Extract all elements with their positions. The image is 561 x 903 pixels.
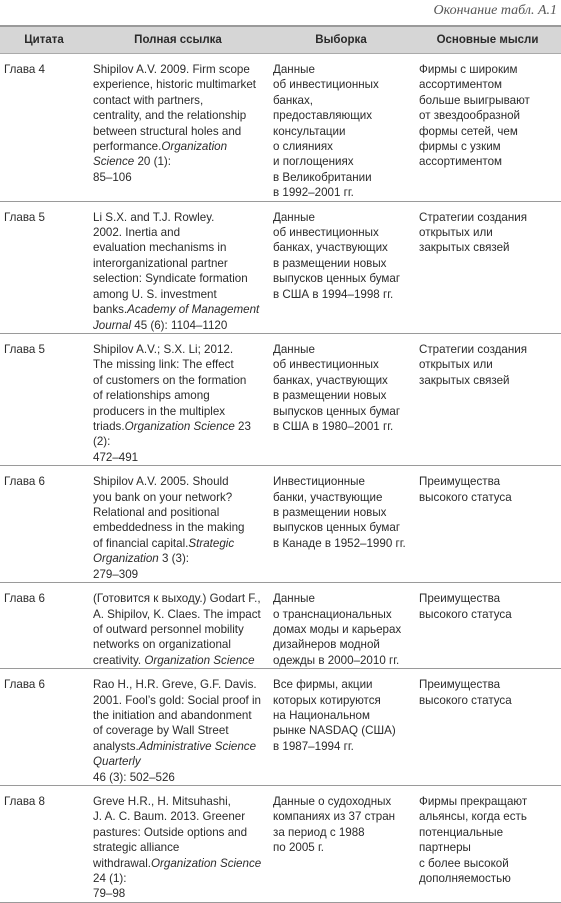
citation-cell: Глава 6 xyxy=(0,583,88,669)
header-sample: Выборка xyxy=(268,26,414,54)
citation-cell: Глава 8 xyxy=(0,786,88,903)
header-main-ideas: Основные мысли xyxy=(414,26,561,54)
table-header xyxy=(0,26,561,54)
reference-text: (Готовится к выходу.) Godart F., A. Shipilov, K. Claes. The impact of outward personnel mobility networks on organizational creativity. xyxy=(93,592,261,667)
reference-cell xyxy=(88,583,268,669)
main-idea-cell: Фирмы прекращают альянсы, когда есть потенциальные партнеры с более высокой дополняемостью xyxy=(414,786,561,903)
table-row xyxy=(0,201,561,333)
reference-volume: 24 (1): 79–98 xyxy=(93,872,127,901)
main-idea-cell: Преимущества высокого статуса xyxy=(414,466,561,583)
table-body xyxy=(0,54,561,903)
sample-cell: Данные об инвестиционных банках, участвующих в размещении новых выпусков ценных бумаг в США в 1980–2001 гг. xyxy=(268,333,414,465)
references-table xyxy=(0,25,561,903)
table-row xyxy=(0,583,561,669)
sample-cell: Данные о транснациональных домах моды и карьерах дизайнеров модной одежды в 2000–2010 гг. xyxy=(268,583,414,669)
journal-name: Administrative Science Quarterly xyxy=(93,739,257,769)
citation-cell: Глава 5 xyxy=(0,201,88,333)
main-idea-cell: Стратегии создания открытых или закрытых связей xyxy=(414,333,561,465)
citation-cell: Глава 6 xyxy=(0,466,88,583)
reference-cell xyxy=(88,669,268,786)
sample-cell: Данные об инвестиционных банках, участвующих в размещении новых выпусков ценных бумаг в США в 1994–1998 гг. xyxy=(268,201,414,333)
citation-cell: Глава 6 xyxy=(0,669,88,786)
reference-text: Shipilov A.V. 2009. Firm scope experience, historic multimarket contact with partners, centrality, and the relationship between structural holes and performance. xyxy=(93,63,257,154)
table-row xyxy=(0,466,561,583)
sample-cell: Все фирмы, акции которых котируются на Национальном рынке NASDAQ (США) в 1987–1994 гг. xyxy=(268,669,414,786)
reference-cell xyxy=(88,54,268,202)
reference-text: Shipilov A.V.; S.X. Li; 2012. The missing link: The effect of customers on the formation of relationships among producers in the multiplex triads. xyxy=(93,342,247,433)
reference-text: Li S.X. and T.J. Rowley. 2002. Inertia and evaluation mechanisms in interorganizational partner selection: Syndicate formation among U. S. investment banks. xyxy=(93,210,248,317)
header-citation: Цитата xyxy=(0,26,88,54)
reference-text: Shipilov A.V. 2005. Should you bank on your network? Relational and positional embeddedness in the making of financial capital. xyxy=(93,475,245,550)
reference-cell xyxy=(88,201,268,333)
journal-name: Organization Science xyxy=(151,856,262,870)
header-full-reference: Полная ссылка xyxy=(88,26,268,54)
citation-cell: Глава 4 xyxy=(0,54,88,202)
journal-name: Strategic Organization xyxy=(93,536,235,566)
main-idea-cell: Фирмы с широким ассортиментом больше выигрывают от звездообразной формы сетей, чем фирмы с узким ассортиментом xyxy=(414,54,561,202)
reference-volume: 23 (2): 472–491 xyxy=(93,419,251,464)
reference-text: Greve H.R., H. Mitsuhashi, J. A. C. Baum. 2013. Greener pastures: Outside options and strategic alliance withdrawal. xyxy=(93,795,248,870)
journal-name: Academy of Management Journal xyxy=(93,303,260,332)
reference-volume: 3 (3): 279–309 xyxy=(93,552,190,581)
table-row xyxy=(0,333,561,465)
journal-name: Organization Science xyxy=(124,419,235,433)
main-idea-cell: Преимущества высокого статуса xyxy=(414,669,561,786)
table-row xyxy=(0,54,561,202)
sample-cell: Данные о судоходных компаниях из 37 стран за период с 1988 по 2005 г. xyxy=(268,786,414,903)
table-caption: Окончание табл. А.1 xyxy=(433,3,557,18)
journal-name: Organization Science xyxy=(144,653,255,667)
citation-cell: Глава 5 xyxy=(0,333,88,465)
main-idea-cell: Преимущества высокого статуса xyxy=(414,583,561,669)
table-row xyxy=(0,786,561,903)
reference-text: Rao H., H.R. Greve, G.F. Davis. 2001. Fool’s gold: Social proof in the initiation and abandonment of coverage by Wall Street analysts. xyxy=(93,678,262,753)
main-idea-cell: Стратегии создания открытых или закрытых связей xyxy=(414,201,561,333)
sample-cell: Данные об инвестиционных банках, предоставляющих консультации о слияниях и поглощениях в Великобритании в 1992–2001 гг. xyxy=(268,54,414,202)
reference-volume: 20 (1): 85–106 xyxy=(93,155,171,184)
reference-volume: 45 (6): 1104–1120 xyxy=(131,318,228,332)
reference-volume: 46 (3): 502–526 xyxy=(93,770,175,784)
reference-cell xyxy=(88,466,268,583)
sample-cell: Инвестиционные банки, участвующие в размещении новых выпусков ценных бумаг в Канаде в 1952–1990 гг. xyxy=(268,466,414,583)
reference-cell xyxy=(88,786,268,903)
reference-cell xyxy=(88,333,268,465)
journal-name: Organization Science xyxy=(93,140,228,169)
table-row xyxy=(0,669,561,786)
